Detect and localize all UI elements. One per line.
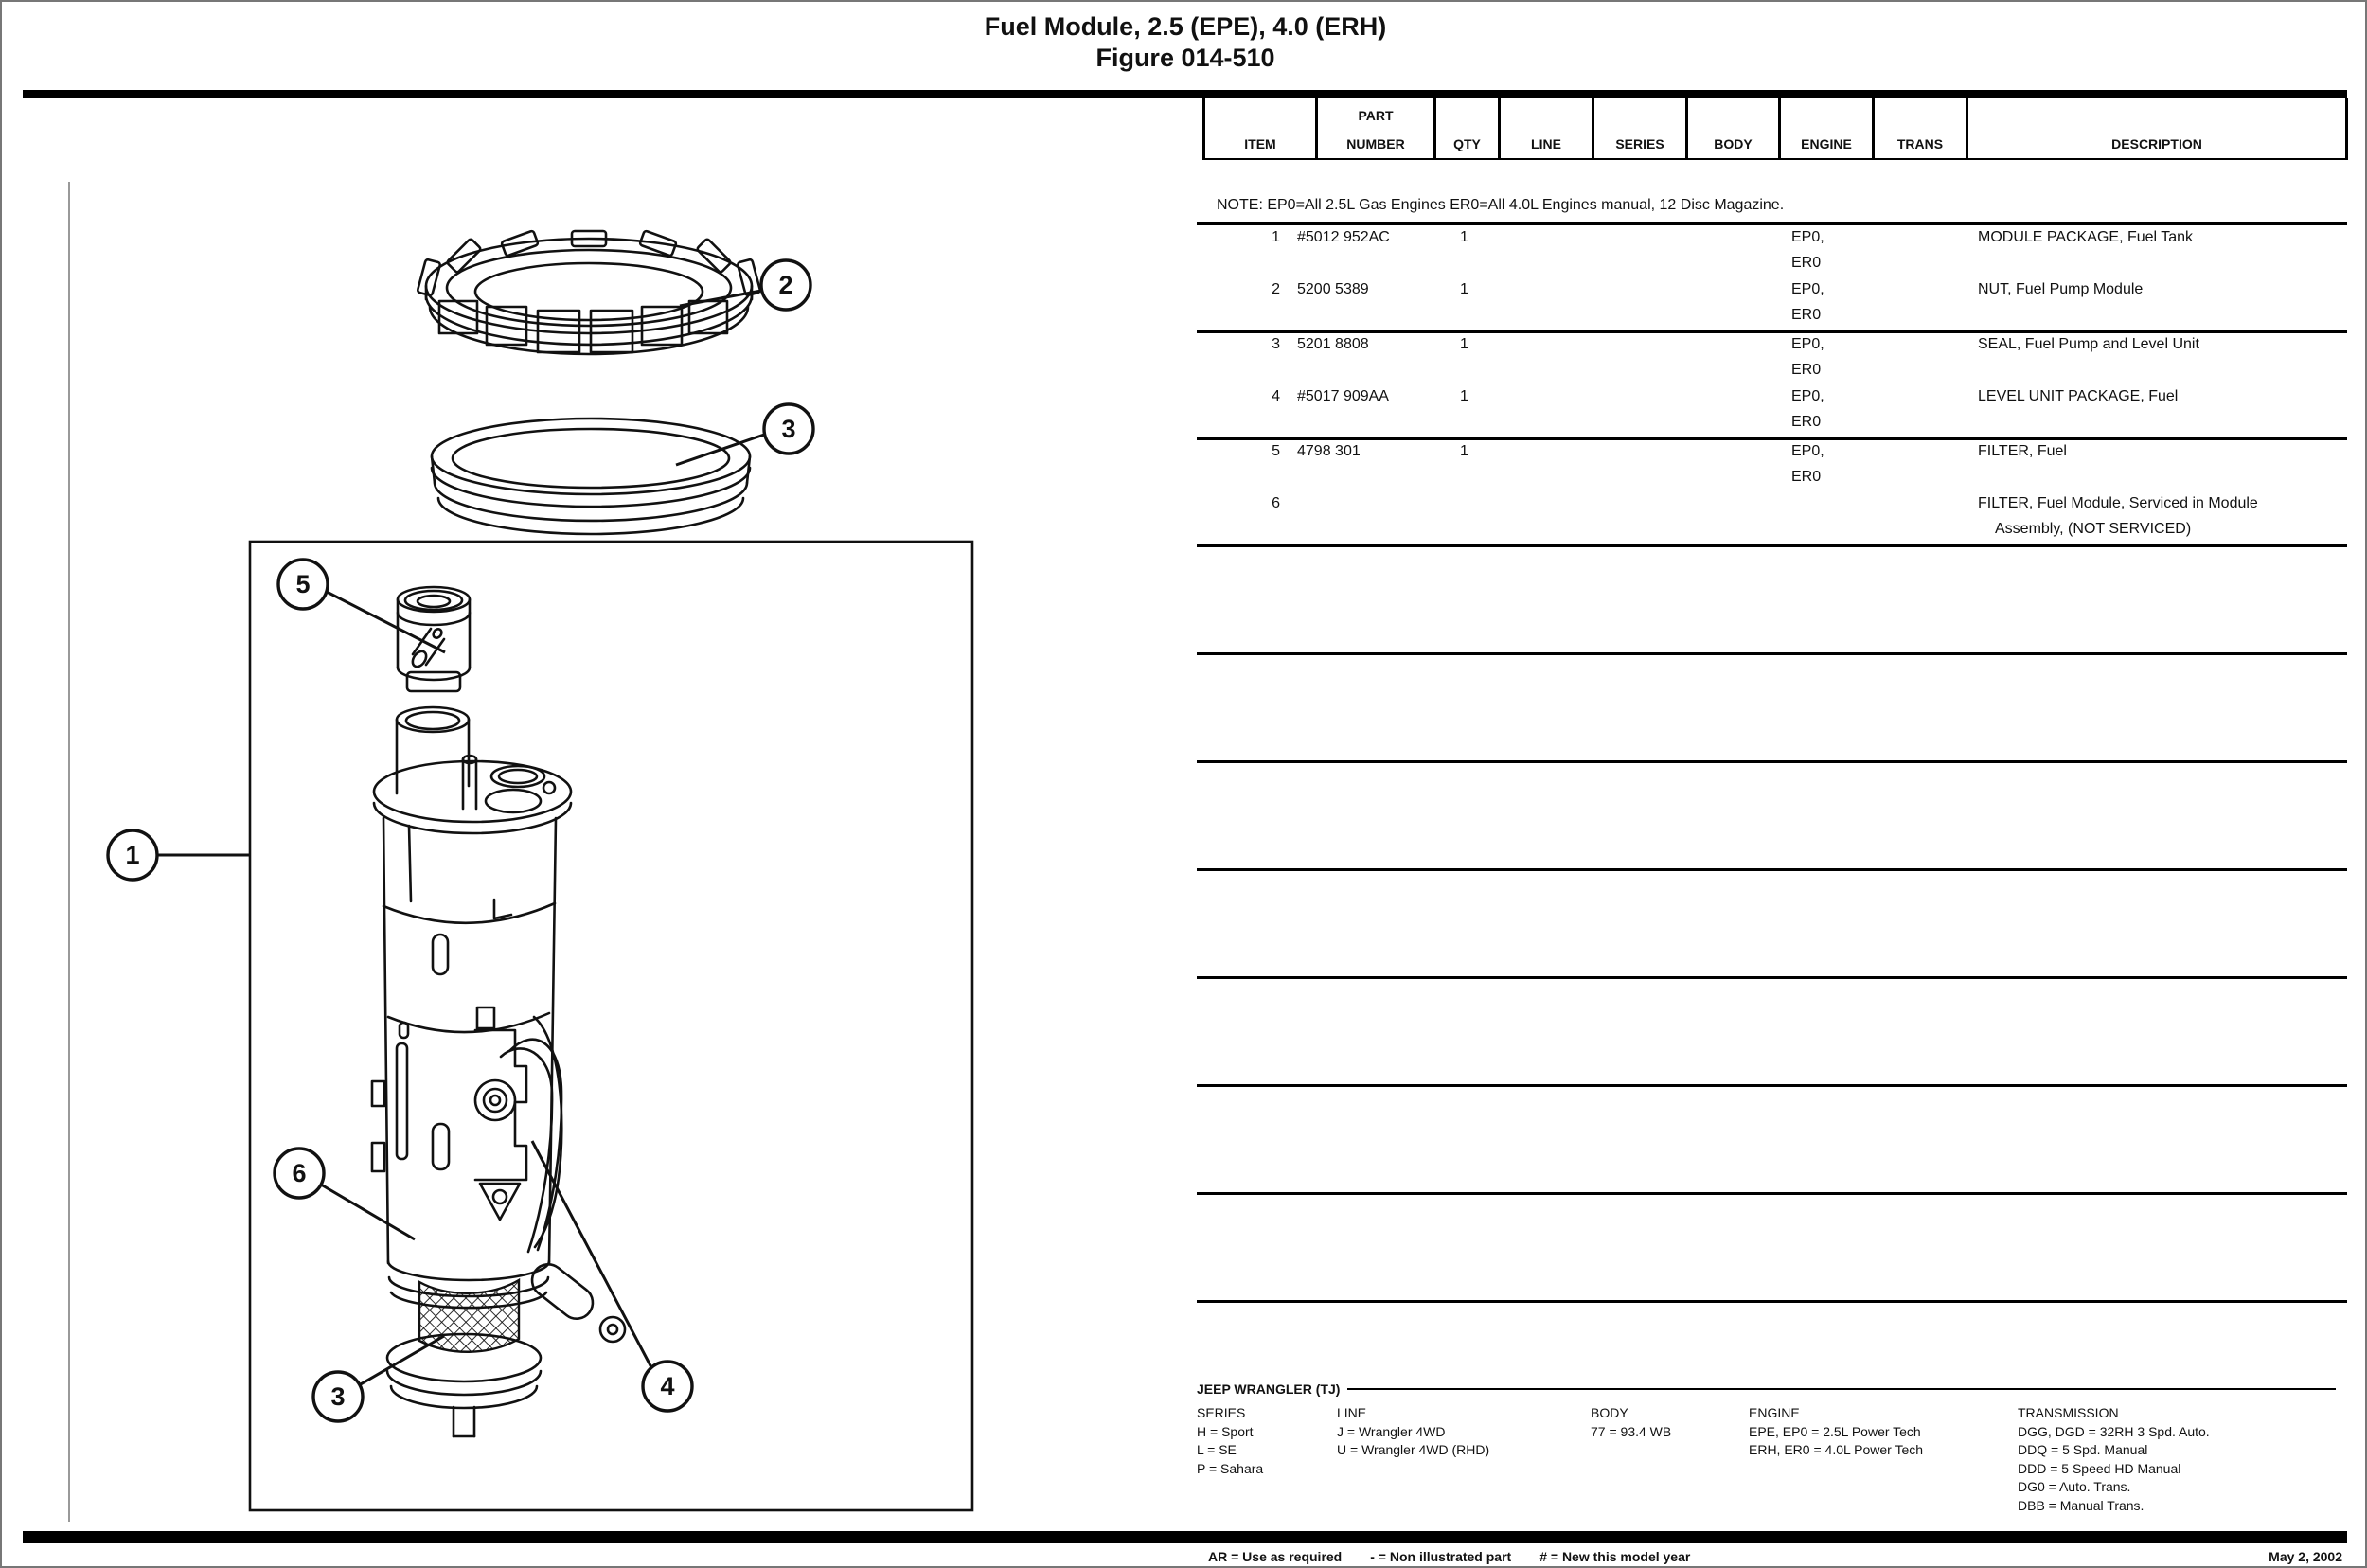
cell-part-number: 4798 301	[1297, 443, 1361, 459]
callout-4-label: 4	[660, 1372, 675, 1400]
legend-title-row	[1197, 1381, 2347, 1398]
empty-table-row	[1197, 871, 2347, 979]
footer-item: AR = Use as required	[1208, 1549, 1343, 1564]
legend-column-header: LINE	[1337, 1405, 1367, 1420]
lock-ring-drawing	[418, 230, 761, 354]
legend-entry: H = Sport	[1197, 1423, 1254, 1439]
column-header-line: LINE	[1498, 98, 1592, 158]
legend-rule	[1347, 1388, 2336, 1390]
footer-legend	[1208, 1549, 1718, 1564]
vehicle-name: JEEP WRANGLER (TJ)	[1197, 1381, 1341, 1397]
legend-entry: DDD = 5 Speed HD Manual	[2018, 1460, 2181, 1476]
parts-row-group	[1197, 333, 2347, 440]
callout-2-label: 2	[778, 271, 793, 299]
legend-entry: DGG, DGD = 32RH 3 Spd. Auto.	[2018, 1423, 2210, 1439]
parts-table-row-3	[1197, 333, 2347, 385]
cell-description-line2: Assembly, (NOT SERVICED)	[1995, 521, 2192, 537]
footer-item: # = New this model year	[1539, 1549, 1691, 1564]
seal-drawing	[432, 419, 750, 534]
callout-5	[278, 560, 445, 652]
cell-engine-line2: ER0	[1791, 414, 1822, 430]
cell-description-line1: LEVEL UNIT PACKAGE, Fuel	[1978, 388, 2179, 404]
legend-column-header: TRANSMISSION	[2018, 1405, 2119, 1420]
legend-column-line	[1337, 1404, 1489, 1460]
cell-engine-line1: EP0,	[1791, 229, 1824, 245]
cell-item: 4	[1272, 388, 1280, 404]
footer-item: - = Non illustrated part	[1370, 1549, 1512, 1564]
cell-qty: 1	[1460, 388, 1468, 404]
parts-table-row-6	[1197, 492, 2347, 544]
callout-1-label: 1	[125, 841, 140, 869]
cell-engine-line2: ER0	[1791, 255, 1822, 271]
legend-entry: DBB = Manual Trans.	[2018, 1497, 2145, 1513]
cell-description-line1: SEAL, Fuel Pump and Level Unit	[1978, 336, 2199, 352]
cell-qty: 1	[1460, 229, 1468, 245]
parts-table-row-2	[1197, 278, 2347, 330]
legend-entry: DDQ = 5 Spd. Manual	[2018, 1442, 2148, 1458]
parts-table-note: NOTE: EP0=All 2.5L Gas Engines ER0=All 4.0L Engines manual, 12 Disc Magazine.	[1217, 197, 1785, 213]
cell-item: 1	[1272, 229, 1280, 245]
figure-title-line-1: Fuel Module, 2.5 (EPE), 4.0 (ERH)	[984, 12, 1387, 41]
legend-entry: J = Wrangler 4WD	[1337, 1423, 1446, 1439]
column-header-part-number: PART NUMBER	[1315, 98, 1433, 158]
cell-engine-line1: EP0,	[1791, 336, 1824, 352]
empty-table-row	[1197, 763, 2347, 871]
cell-engine-line1: EP0,	[1791, 388, 1824, 404]
legend-entry: P = Sahara	[1197, 1460, 1264, 1476]
cell-engine-line1: EP0,	[1791, 281, 1824, 297]
cell-part-number: 5201 8808	[1297, 336, 1369, 352]
vehicle-legend	[1197, 1381, 2347, 1513]
parts-table-row-4	[1197, 385, 2347, 437]
callout-5-label: 5	[295, 570, 311, 598]
column-header-engine: ENGINE	[1778, 98, 1872, 158]
parts-table	[1197, 226, 2347, 1303]
filter-cap-drawing	[398, 587, 470, 691]
cell-item: 6	[1272, 495, 1280, 511]
legend-entry: DG0 = Auto. Trans.	[2018, 1479, 2131, 1495]
callout-6-label: 6	[292, 1159, 307, 1187]
column-header-item: ITEM	[1202, 98, 1315, 158]
cell-engine-line2: ER0	[1791, 469, 1822, 485]
column-header-series: SERIES	[1592, 98, 1685, 158]
cell-qty: 1	[1460, 443, 1468, 459]
empty-table-row	[1197, 655, 2347, 763]
callout-4	[532, 1141, 692, 1411]
empty-table-row	[1197, 547, 2347, 655]
cell-engine-line2: ER0	[1791, 362, 1822, 378]
legend-column-header: ENGINE	[1749, 1405, 1800, 1420]
cell-qty: 1	[1460, 336, 1468, 352]
parts-table-row-1	[1197, 226, 2347, 278]
column-header-body: BODY	[1685, 98, 1778, 158]
legend-entry: 77 = 93.4 WB	[1591, 1423, 1672, 1439]
cell-part-number: #5017 909AA	[1297, 388, 1389, 404]
legend-column-engine	[1749, 1404, 1923, 1460]
cell-description-line1: FILTER, Fuel Module, Serviced in Module	[1978, 495, 2258, 511]
legend-entry: EPE, EP0 = 2.5L Power Tech	[1749, 1423, 1921, 1439]
cell-item: 5	[1272, 443, 1280, 459]
figure-title-line-2: Figure 014-510	[1095, 44, 1275, 72]
cell-engine-line2: ER0	[1791, 307, 1822, 323]
parts-table-row-5	[1197, 440, 2347, 492]
cell-item: 2	[1272, 281, 1280, 297]
column-header-qty: QTY	[1433, 98, 1498, 158]
bottom-divider-bar	[23, 1531, 2347, 1543]
column-header-trans: TRANS	[1872, 98, 1966, 158]
legend-entry: U = Wrangler 4WD (RHD)	[1337, 1442, 1490, 1458]
legend-column-transmission	[2018, 1404, 2210, 1516]
callout-1	[108, 830, 250, 880]
cell-part-number: 5200 5389	[1297, 281, 1369, 297]
legend-column-header: SERIES	[1197, 1405, 1246, 1420]
cell-description-line1: FILTER, Fuel	[1978, 443, 2067, 459]
cell-part-number: #5012 952AC	[1297, 229, 1390, 245]
column-header-description: DESCRIPTION	[1966, 98, 2345, 158]
callout-3-bottom-label: 3	[330, 1382, 346, 1411]
empty-table-row	[1197, 979, 2347, 1087]
note-underline	[1197, 222, 2347, 225]
module-box	[250, 542, 972, 1510]
legend-column-header: BODY	[1591, 1405, 1628, 1420]
callout-6	[275, 1149, 415, 1239]
legend-entry: ERH, ER0 = 4.0L Power Tech	[1749, 1442, 1924, 1458]
parts-table-header	[1202, 98, 2348, 160]
callout-3-top	[676, 404, 813, 465]
cell-qty: 1	[1460, 281, 1468, 297]
parts-row-group	[1197, 440, 2347, 547]
cell-item: 3	[1272, 336, 1280, 352]
legend-entry: L = SE	[1197, 1442, 1237, 1458]
legend-column-body	[1591, 1404, 1671, 1441]
cell-description-line1: MODULE PACKAGE, Fuel Tank	[1978, 229, 2194, 245]
cell-engine-line1: EP0,	[1791, 443, 1824, 459]
empty-table-row	[1197, 1195, 2347, 1303]
parts-row-group	[1197, 226, 2347, 333]
cell-description-line1: NUT, Fuel Pump Module	[1978, 281, 2144, 297]
empty-table-row	[1197, 1087, 2347, 1195]
exploded-diagram	[2, 2, 1185, 1568]
legend-column-series	[1197, 1404, 1263, 1478]
callout-3-top-label: 3	[781, 415, 796, 443]
page-date: May 2, 2002	[2269, 1549, 2342, 1564]
